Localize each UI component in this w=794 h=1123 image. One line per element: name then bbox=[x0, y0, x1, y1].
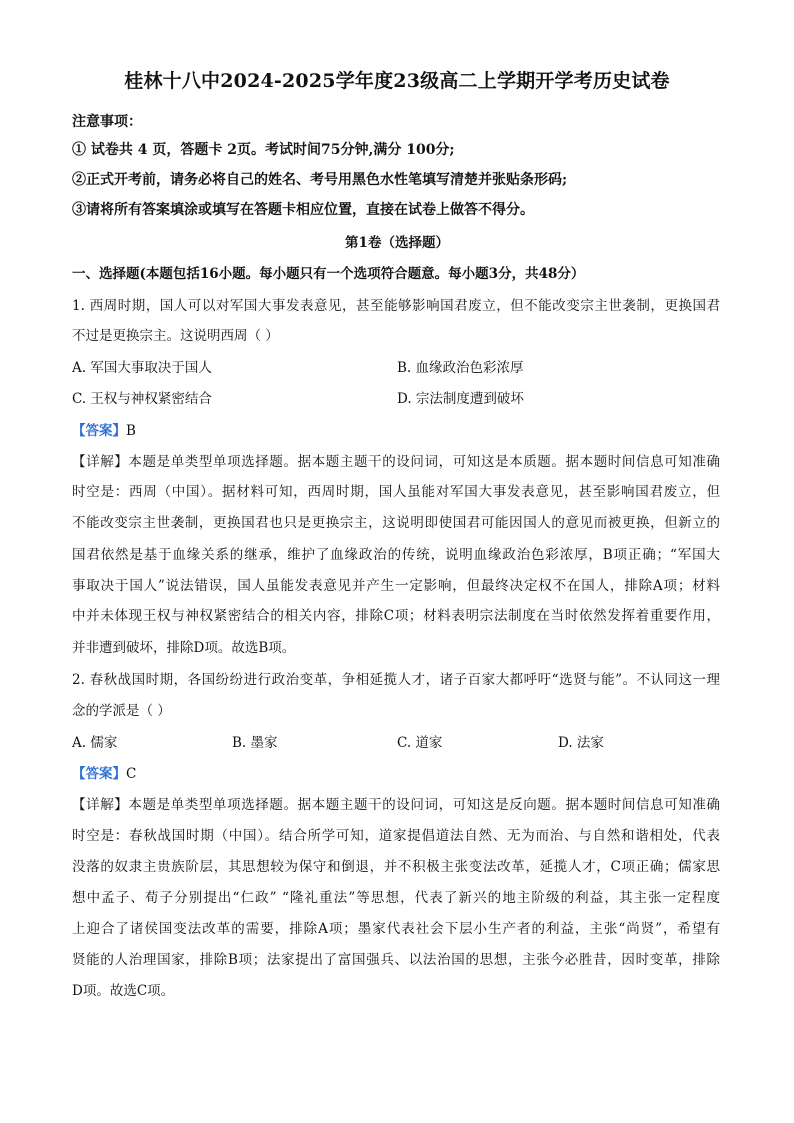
question-2-detail-line bbox=[72, 857, 720, 877]
question-1-stem-line bbox=[72, 296, 720, 316]
question-2-answer bbox=[72, 764, 136, 784]
question-1-option-d: D. 宗法制度遭到破坏 bbox=[397, 391, 524, 407]
question-2-detail-line bbox=[72, 795, 720, 815]
question-2-option-a: A. 儒家 bbox=[72, 735, 118, 751]
question-1-detail-line bbox=[72, 482, 720, 502]
question-1-option-b: B. 血缘政治色彩浓厚 bbox=[397, 360, 524, 376]
question-1-stem-line: 不过是更换宗主。这说明西周（ ） bbox=[72, 328, 279, 344]
notice-item-3: ③请将所有答案填涂或填写在答题卡相应位置，直接在试卷上做答不得分。 bbox=[72, 202, 534, 218]
answer-label: 【答案】 bbox=[72, 423, 126, 439]
section-heading: 一、选择题(本题包括16小题。每小题只有一个选项符合题意。每小题3分，共48分） bbox=[72, 266, 585, 282]
question-2-detail-text: 贤能的人治理国家，排除B项；法家提出了富国强兵、以法治国的思想，主张今必胜昔，因时变革，排除 bbox=[72, 952, 720, 968]
question-1-detail-text: 国君依然是基于血缘关系的继承，维护了血缘政治的传统，说明血缘政治色彩浓厚，B项正确；“军国大 bbox=[72, 547, 720, 563]
question-2-stem-line: 念的学派是（ ） bbox=[72, 703, 171, 719]
answer-value: C bbox=[126, 766, 137, 782]
question-1-detail-line bbox=[72, 606, 720, 626]
question-2-detail-text: 没落的奴隶主贵族阶层，其思想较为保守和倒退，并不积极主张变法改革，延揽人才，C项正确；儒家思 bbox=[72, 859, 720, 875]
question-1-detail-line: 并非遭到破坏，排除D项。故选B项。 bbox=[72, 640, 296, 656]
question-1-detail-text: 不能改变宗主世袭制，更换国君也只是更换宗主，这说明即使国君可能因国人的意见而被更换，但新立的 bbox=[72, 515, 720, 531]
question-1-stem-text: 1. 西周时期，国人可以对军国大事发表意见，甚至能够影响国君废立，但不能改变宗主世袭制，更换国君 bbox=[72, 298, 720, 314]
answer-label: 【答案】 bbox=[72, 766, 126, 782]
question-2-detail-line bbox=[72, 919, 720, 939]
question-1-answer bbox=[72, 421, 136, 441]
question-1-detail-text: 事取决于国人”说法错误，国人虽能发表意见并产生一定影响，但最终决定权不在国人，排除A项；材料 bbox=[72, 578, 720, 594]
volume-heading: 第1卷（选择题） bbox=[345, 235, 449, 251]
question-1-detail-line bbox=[72, 513, 720, 533]
question-1-option-a: A. 军国大事取决于国人 bbox=[72, 360, 212, 376]
answer-value: B bbox=[126, 423, 136, 439]
question-1-option-c: C. 王权与神权紧密结合 bbox=[72, 391, 212, 407]
question-1-detail-text: 时空是：西周（中国）。据材料可知，西周时期，国人虽能对军国大事发表意见，甚至影响国君废立，但 bbox=[72, 484, 720, 500]
notice-item-1: ① 试卷共 4 页，答题卡 2页。考试时间75分钟,满分 100分; bbox=[72, 142, 455, 158]
question-1-detail-line bbox=[72, 545, 720, 565]
question-2-option-b: B. 墨家 bbox=[232, 735, 278, 751]
notice-item-2: ②正式开考前，请务必将自己的姓名、考号用黑色水性笔填写清楚并张贴条形码; bbox=[72, 172, 568, 188]
question-2-detail-text: 想中孟子、荀子分别提出“仁政” “隆礼重法”等思想，代表了新兴的地主阶级的利益，其主张一定程度 bbox=[72, 890, 720, 906]
question-2-option-c: C. 道家 bbox=[397, 735, 443, 751]
question-2-detail-line bbox=[72, 950, 720, 970]
question-1-detail-text: 中并未体现王权与神权紧密结合的相关内容，排除C项；材料表明宗法制度在当时依然发挥着重要作用， bbox=[72, 608, 720, 624]
question-1-detail-text: 【详解】本题是单类型单项选择题。据本题主题干的设问词，可知这是本质题。据本题时间信息可知准确 bbox=[72, 454, 720, 470]
notice-heading: 注意事项： bbox=[72, 114, 142, 130]
question-2-detail-text: 【详解】本题是单类型单项选择题。据本题主题干的设问词，可知这是反向题。据本题时间信息可知准确 bbox=[72, 797, 720, 813]
question-2-detail-text: 上迎合了诸侯国变法改革的需要，排除A项；墨家代表社会下层小生产者的利益，主张“尚贤”，希望有 bbox=[72, 921, 720, 937]
question-1-detail-line bbox=[72, 452, 720, 472]
question-2-option-d: D. 法家 bbox=[558, 735, 604, 751]
question-2-detail-line bbox=[72, 826, 720, 846]
question-2-stem-line bbox=[72, 670, 720, 690]
exam-title: 桂林十八中2024-2025学年度23级高二上学期开学考历史试卷 bbox=[124, 70, 670, 92]
question-2-detail-text: 时空是：春秋战国时期（中国）。结合所学可知，道家提倡道法自然、无为而治、与自然和谐相处，代表 bbox=[72, 828, 720, 844]
question-2-stem-text: 2. 春秋战国时期，各国纷纷进行政治变革，争相延揽人才，诸子百家大都呼吁“选贤与能”。不认同这一理 bbox=[72, 672, 720, 688]
question-2-detail-line bbox=[72, 888, 720, 908]
question-1-detail-line bbox=[72, 576, 720, 596]
question-2-detail-line: D项。故选C项。 bbox=[72, 983, 175, 999]
